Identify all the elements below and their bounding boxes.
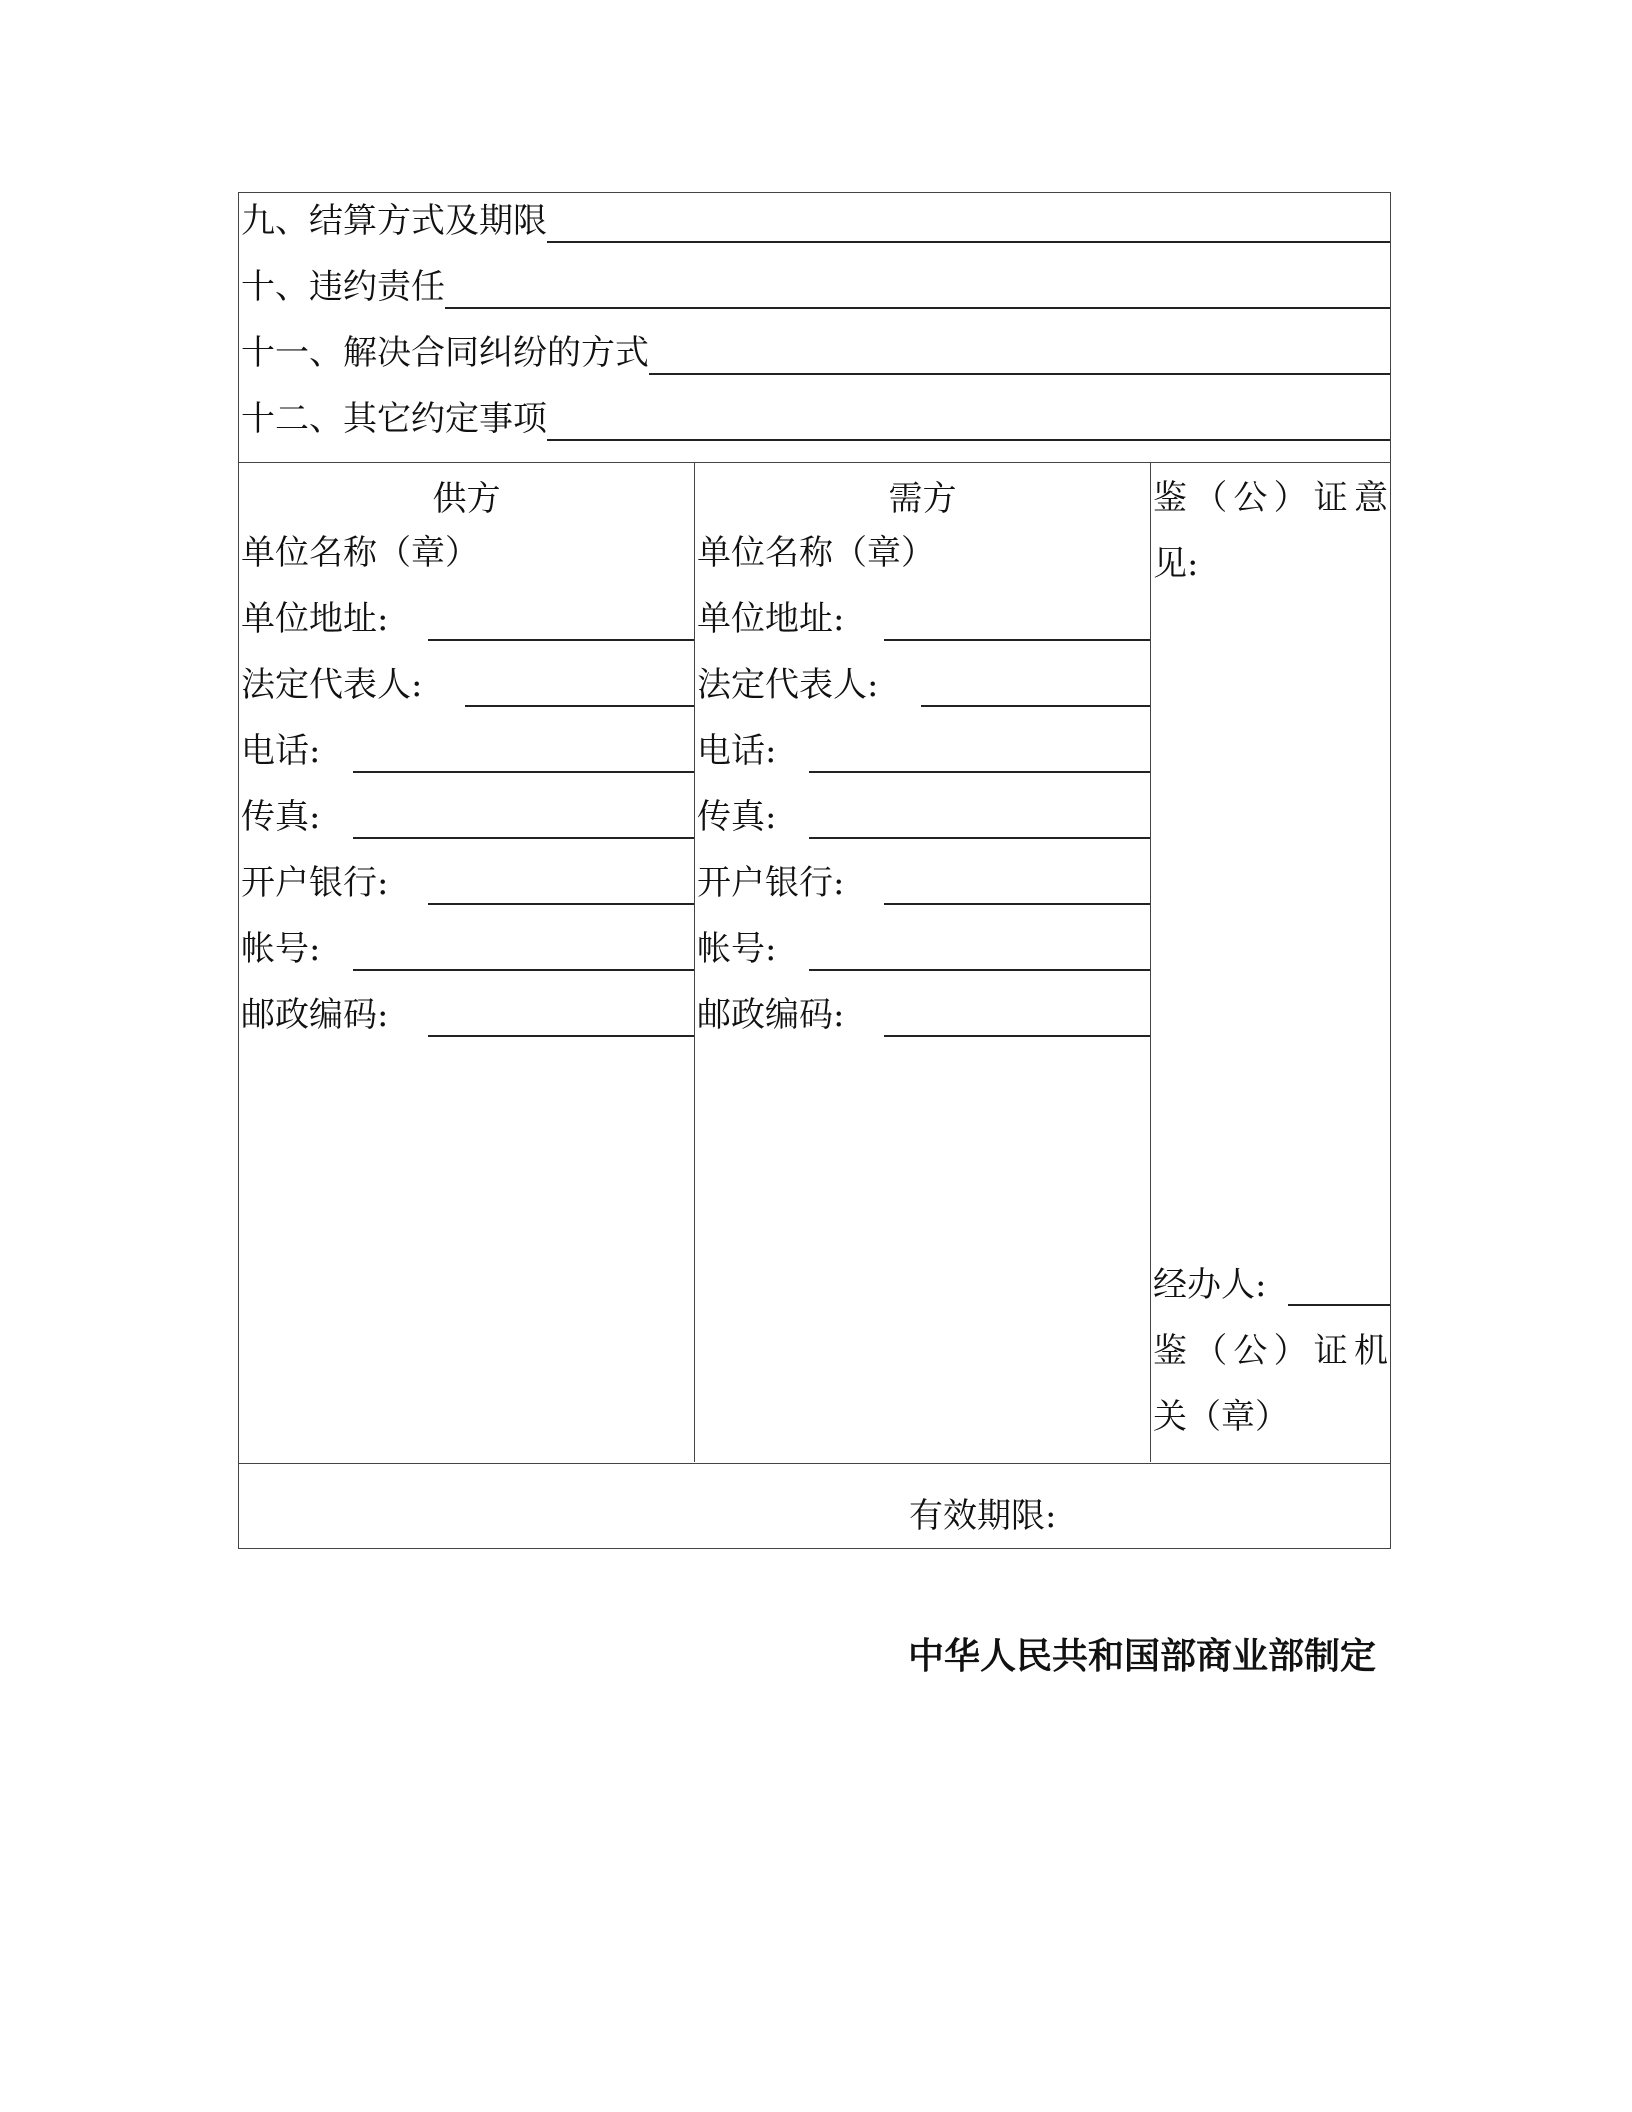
supplier-account-field[interactable] — [353, 968, 694, 971]
clause-label: 九、结算方式及期限 — [241, 201, 547, 241]
buyer-fax-row — [697, 791, 1150, 839]
validity-label: 有效期限: — [909, 1496, 1057, 1536]
supplier-fax-field[interactable] — [353, 836, 694, 839]
field-label: 开户银行: — [241, 863, 389, 903]
supplier-bank-field[interactable] — [428, 902, 694, 905]
supplier-fax-row — [241, 791, 694, 839]
notary-opinion-label-cont: 见: — [1153, 544, 1199, 584]
field-label: 法定代表人: — [241, 665, 423, 705]
buyer-fax-field[interactable] — [809, 836, 1150, 839]
supplier-name-row — [241, 527, 694, 575]
notary-org-label: 鉴（公）证机 — [1153, 1331, 1388, 1371]
buyer-title: 需方 — [888, 479, 957, 519]
supplier-address-row — [241, 593, 694, 641]
supplier-address-field[interactable] — [428, 638, 694, 641]
supplier-column — [239, 463, 695, 1462]
supplier-postcode-row — [241, 989, 694, 1037]
buyer-name-label: 单位名称（章） — [697, 533, 935, 573]
clause-dispute — [241, 327, 1390, 377]
supplier-title: 供方 — [432, 479, 501, 519]
field-label: 电话: — [241, 731, 321, 771]
fill-line[interactable] — [445, 306, 1390, 309]
supplier-legal-rep-field[interactable] — [465, 704, 694, 707]
buyer-postcode-field[interactable] — [884, 1034, 1150, 1037]
fill-line[interactable] — [649, 372, 1390, 375]
supplier-postcode-field[interactable] — [428, 1034, 694, 1037]
clause-breach — [241, 261, 1390, 311]
field-label: 单位地址: — [697, 599, 845, 639]
notary-handler-row — [1153, 1258, 1390, 1306]
fill-line[interactable] — [547, 240, 1390, 243]
supplier-phone-row — [241, 725, 694, 773]
buyer-name-row — [697, 527, 1150, 575]
buyer-legal-rep-field[interactable] — [921, 704, 1150, 707]
buyer-address-row — [697, 593, 1150, 641]
field-label: 邮政编码: — [241, 995, 389, 1035]
buyer-legal-rep-row — [697, 659, 1150, 707]
supplier-account-row — [241, 923, 694, 971]
buyer-account-field[interactable] — [809, 968, 1150, 971]
validity-row — [239, 1463, 1390, 1549]
clause-other — [241, 393, 1390, 443]
buyer-account-row — [697, 923, 1150, 971]
buyer-phone-field[interactable] — [809, 770, 1150, 773]
clause-settlement — [241, 195, 1390, 245]
field-label: 单位地址: — [241, 599, 389, 639]
supplier-name-label: 单位名称（章） — [241, 533, 479, 573]
field-label: 帐号: — [241, 929, 321, 969]
clause-label: 十、违约责任 — [241, 267, 445, 307]
field-label: 传真: — [697, 797, 777, 837]
buyer-bank-row — [697, 857, 1150, 905]
supplier-phone-field[interactable] — [353, 770, 694, 773]
notary-column — [1151, 463, 1390, 1462]
notary-org-label-cont: 关（章） — [1153, 1397, 1289, 1437]
fill-line[interactable] — [547, 438, 1390, 441]
clause-label: 十二、其它约定事项 — [241, 399, 547, 439]
buyer-postcode-row — [697, 989, 1150, 1037]
clauses-section — [239, 193, 1390, 463]
field-label: 传真: — [241, 797, 321, 837]
notary-handler-label: 经办人: — [1153, 1265, 1267, 1305]
issuer-footer: 中华人民共和国部商业部制定 — [908, 1636, 1377, 1677]
field-label: 电话: — [697, 731, 777, 771]
buyer-phone-row — [697, 725, 1150, 773]
contract-form-table — [238, 192, 1391, 1549]
supplier-legal-rep-row — [241, 659, 694, 707]
field-label: 邮政编码: — [697, 995, 845, 1035]
buyer-address-field[interactable] — [884, 638, 1150, 641]
field-label: 法定代表人: — [697, 665, 879, 705]
field-label: 帐号: — [697, 929, 777, 969]
notary-handler-field[interactable] — [1288, 1303, 1390, 1306]
clause-label: 十一、解决合同纠纷的方式 — [241, 333, 649, 373]
supplier-bank-row — [241, 857, 694, 905]
notary-opinion-label: 鉴（公）证意 — [1153, 478, 1388, 518]
field-label: 开户银行: — [697, 863, 845, 903]
buyer-bank-field[interactable] — [884, 902, 1150, 905]
buyer-column — [695, 463, 1151, 1462]
